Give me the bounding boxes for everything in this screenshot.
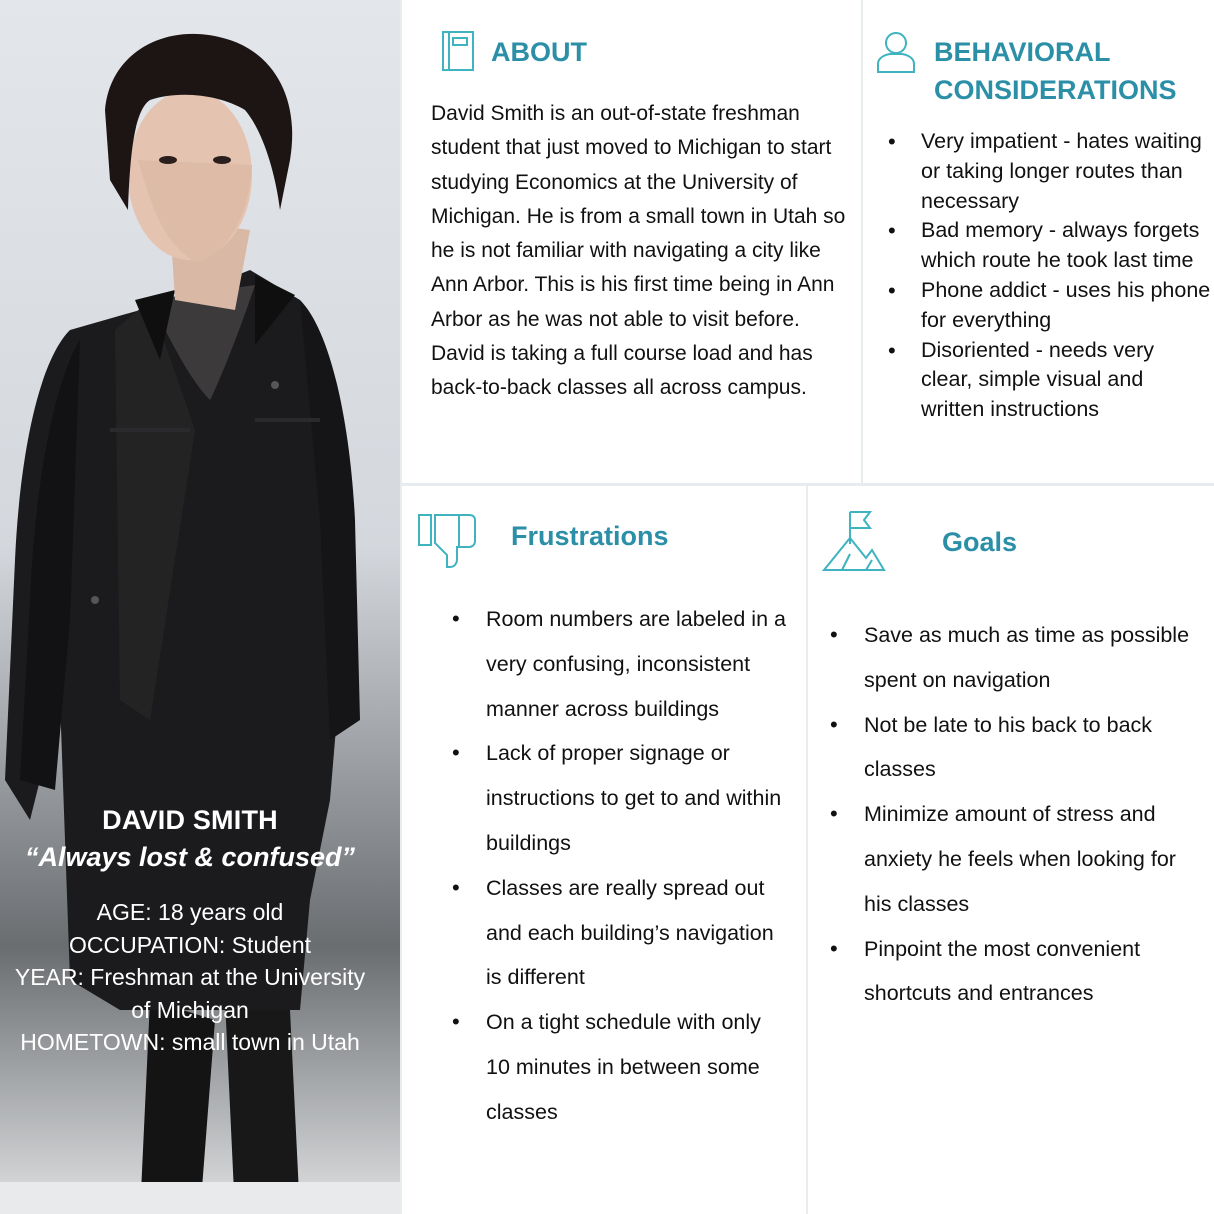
goals-title: Goals [942,527,1018,557]
persona-age: AGE: 18 years old [96,899,284,925]
list-item: • Very impatient - hates waiting or taking longer routes than necessary [921,127,1211,216]
photo-bottom-strip [0,1182,400,1214]
persona-photo-panel [0,0,400,1214]
list-item: • Lack of proper signage or instructions to get to and within buildings [486,731,786,865]
thumbs-down-icon [417,511,479,569]
behavioral-title-line2: CONSIDERATIONS [934,75,1177,105]
list-item: • Room numbers are labeled in a very confusing, inconsistent manner across buildings [486,597,786,731]
persona-quote: “Always lost & confused” [24,842,356,872]
list-item: • Not be late to his back to back classes [864,703,1209,793]
person-icon [876,30,916,74]
book-icon [441,30,475,72]
list-item: • Bad memory - always forgets which route he took last time [921,216,1211,276]
list-item: • Classes are really spread out and each building’s navigation is different [486,866,786,1000]
list-item: • Pinpoint the most convenient shortcuts and entrances [864,927,1209,1017]
persona-year-line1: YEAR: Freshman at the University [14,964,366,990]
list-item: • On a tight schedule with only 10 minutes in between some classes [486,1000,786,1134]
persona-year-line2: of Michigan [131,996,249,1023]
persona-details [0,896,400,1059]
behavioral-title-line1: BEHAVIORAL [934,37,1111,67]
row-divider [402,483,1214,486]
about-text: David Smith is an out-of-state freshman student that just moved to Michigan to start studying Economics at the University of Michigan. He is from a small town in Utah so he is not familiar with navigating a city like Ann Arbor. This is his first time being in Ann Arbor as he was not able to visit before. David is taking a full course load and has back-to-back classes all across campus. [431,102,846,400]
panel-divider [400,0,402,1214]
list-item: • Phone addict - uses his phone for everything [921,276,1211,336]
goals-list [864,613,1209,1016]
mountain-flag-icon [822,508,886,572]
persona-name: DAVID SMITH [102,805,278,835]
frustrations-title: Frustrations [511,521,669,551]
frustrations-list [486,597,786,1135]
about-title: ABOUT [491,37,587,67]
list-item: • Disoriented - needs very clear, simple visual and written instructions [921,336,1211,425]
bottom-column-divider [806,486,808,1214]
persona-hometown: HOMETOWN: small town in Utah [20,1029,360,1055]
behavioral-list [921,127,1211,425]
behavioral-title [934,33,1177,109]
top-column-divider [861,0,863,483]
persona-occupation: OCCUPATION: Student [69,931,311,958]
list-item: • Minimize amount of stress and anxiety he feels when looking for his classes [864,792,1209,926]
list-item: • Save as much as time as possible spent on navigation [864,613,1209,703]
